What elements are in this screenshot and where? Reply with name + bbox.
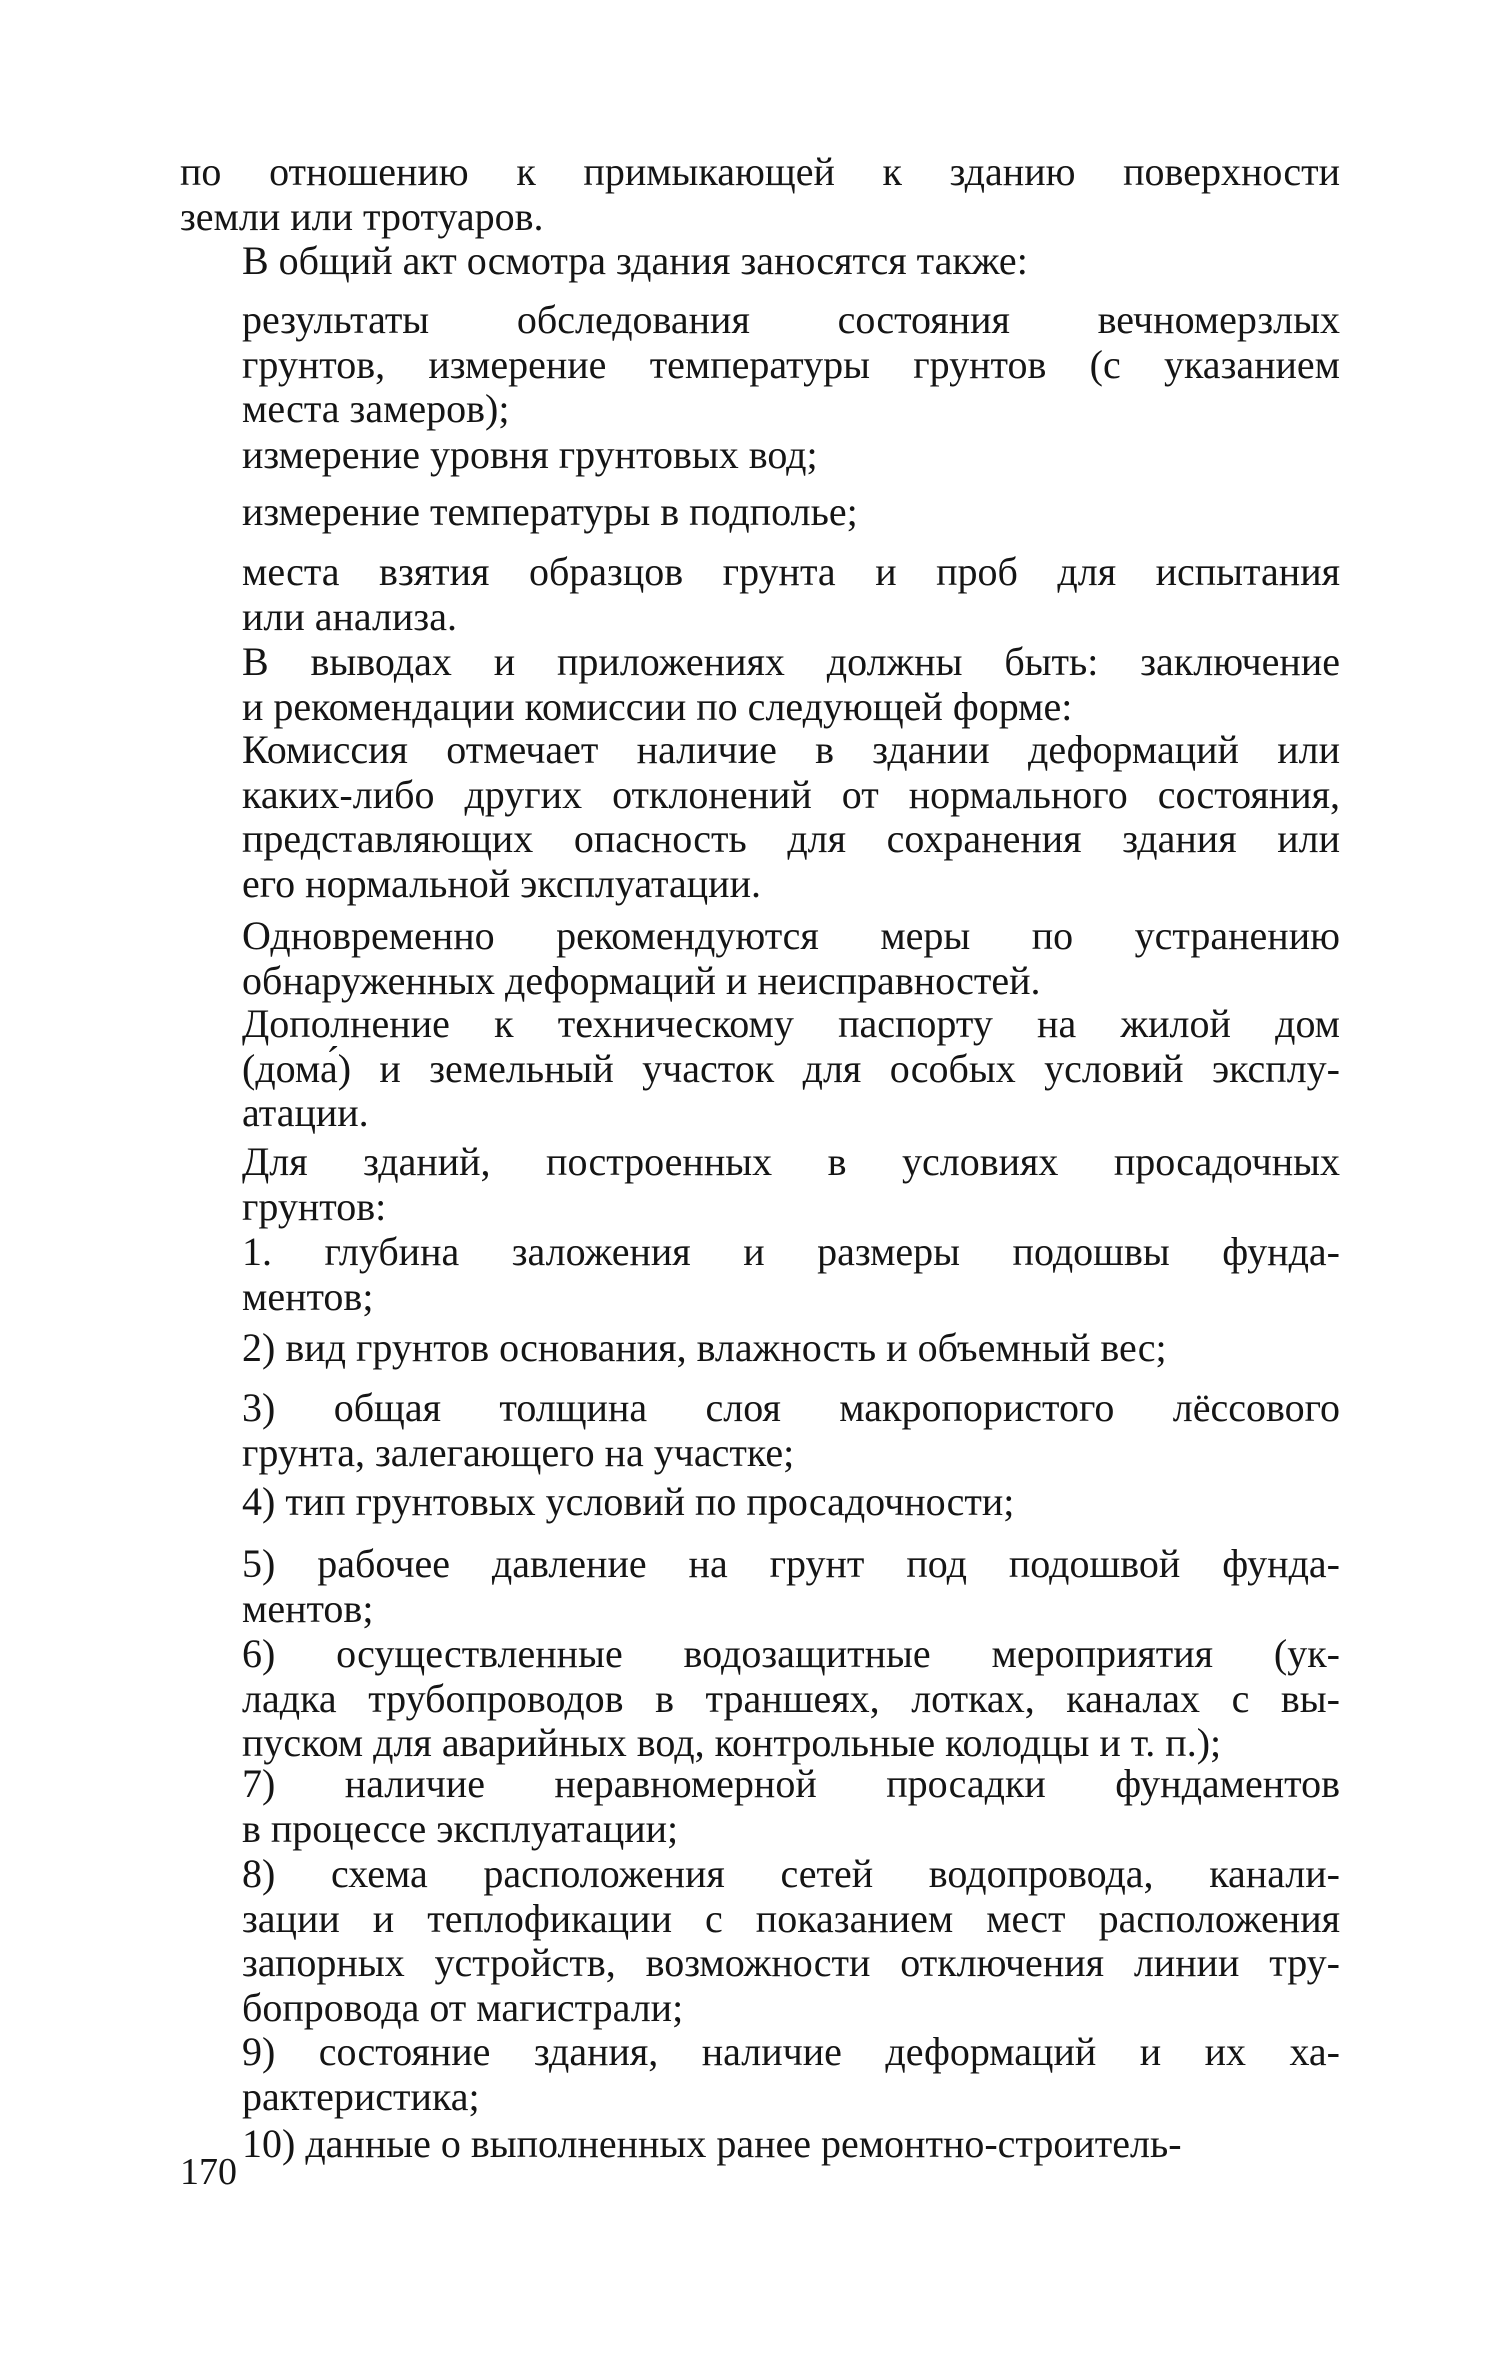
- paragraph: [180, 1762, 1340, 1851]
- text-line: его нормальной эксплуатации.: [242, 860, 761, 906]
- paragraph: [180, 239, 1340, 284]
- text-line: места взятия образцов грунта и проб для испытания: [242, 549, 1340, 594]
- text-line: 5) рабочее давление на грунт под подошвой фунда-: [242, 1541, 1340, 1586]
- text-line: Комиссия отмечает наличие в здании деформаций или: [242, 727, 1340, 772]
- text-line: и рекомендации комиссии по следующей форме:: [242, 683, 1073, 729]
- text-line: земли или тротуаров.: [180, 193, 544, 239]
- text-line: в процессе эксплуатации;: [242, 1805, 679, 1851]
- paragraph: [180, 2122, 1340, 2167]
- paragraph: [180, 1002, 1340, 1136]
- text-line: представляющих опасность для сохранения здания или: [242, 816, 1340, 861]
- text-line: по отношению к примыкающей к зданию поверхности: [180, 149, 1340, 194]
- paragraph: [180, 550, 1340, 639]
- paragraph: [180, 150, 1340, 239]
- text-line: ладка трубопроводов в траншеях, лотках, каналах с вы-: [242, 1675, 1340, 1721]
- paragraph: [180, 1230, 1340, 1319]
- paragraph: [180, 1480, 1340, 1525]
- text-line: 10) данные о выполненных ранее ремонтно-строитель-: [242, 2121, 1182, 2166]
- text-line: 7) наличие неравномерной просадки фундаментов: [242, 1761, 1340, 1806]
- text-line: места замеров);: [242, 386, 510, 431]
- text-line: грунтов:: [242, 1183, 387, 1229]
- paragraph: [180, 1386, 1340, 1475]
- text-line: результаты обследования состояния вечномерзлых: [242, 297, 1340, 342]
- text-line: 6) осуществленные водозащитные мероприятия (ук-: [242, 1631, 1340, 1676]
- paragraph: [180, 728, 1340, 906]
- text-line: рактеристика;: [242, 2073, 480, 2119]
- paragraph: [180, 1140, 1340, 1229]
- paragraph: [180, 1326, 1340, 1371]
- text-line: обнаруженных деформаций и неисправностей.: [242, 957, 1041, 1003]
- text-line: ментов;: [242, 1585, 374, 1631]
- text-line: каких-либо других отклонений от нормального состояния,: [242, 771, 1340, 817]
- paragraph: [180, 490, 1340, 535]
- text-line: ментов;: [242, 1273, 374, 1319]
- text-line: 8) схема расположения сетей водопровода, канали-: [242, 1851, 1340, 1896]
- text-line: бопровода от магистрали;: [242, 1984, 684, 2030]
- text-line: 1. глубина заложения и размеры подошвы фунда-: [242, 1229, 1340, 1274]
- page-number: 170: [180, 2151, 237, 2193]
- text-line: 4) тип грунтовых условий по просадочности;: [242, 1479, 1015, 1524]
- text-line: измерение уровня грунтовых вод;: [242, 432, 818, 477]
- paragraph: [180, 298, 1340, 432]
- text-line: (дома́) и земельный участок для особых условий эксплу-: [242, 1045, 1340, 1091]
- text-line: зации и теплофикации с показанием мест расположения: [242, 1895, 1340, 1941]
- paragraph: [180, 2030, 1340, 2119]
- text-line: пуском для аварийных вод, контрольные колодцы и т. п.);: [242, 1720, 1222, 1765]
- text-line: грунта, залегающего на участке;: [242, 1429, 795, 1475]
- text-line: или анализа.: [242, 593, 457, 639]
- text-line: 9) состояние здания, наличие деформаций и их ха-: [242, 2029, 1340, 2074]
- paragraph: [180, 1632, 1340, 1766]
- text-line: Одновременно рекомендуются меры по устранению: [242, 913, 1340, 958]
- text-line: измерение температуры в подполье;: [242, 489, 858, 534]
- text-line: Для зданий, построенных в условиях просадочных: [242, 1139, 1340, 1184]
- text-line: грунтов, измерение температуры грунтов (с указанием: [242, 341, 1340, 387]
- text-line: 2) вид грунтов основания, влажность и объемный вес;: [242, 1325, 1167, 1370]
- text-line: атации.: [242, 1090, 369, 1135]
- text-line: запорных устройств, возможности отключения линии тру-: [242, 1940, 1340, 1985]
- page-body: [180, 150, 1340, 2250]
- paragraph: [180, 640, 1340, 729]
- text-line: В выводах и приложениях должны быть: заключение: [242, 639, 1340, 684]
- text-line: Дополнение к техническому паспорту на жилой дом: [242, 1001, 1340, 1046]
- text-line: 3) общая толщина слоя макропористого лёссового: [242, 1385, 1340, 1430]
- paragraph: [180, 433, 1340, 478]
- paragraph: [180, 914, 1340, 1003]
- paragraph: [180, 1852, 1340, 2030]
- paragraph: [180, 1542, 1340, 1631]
- text-line: В общий акт осмотра здания заносятся также:: [242, 238, 1028, 283]
